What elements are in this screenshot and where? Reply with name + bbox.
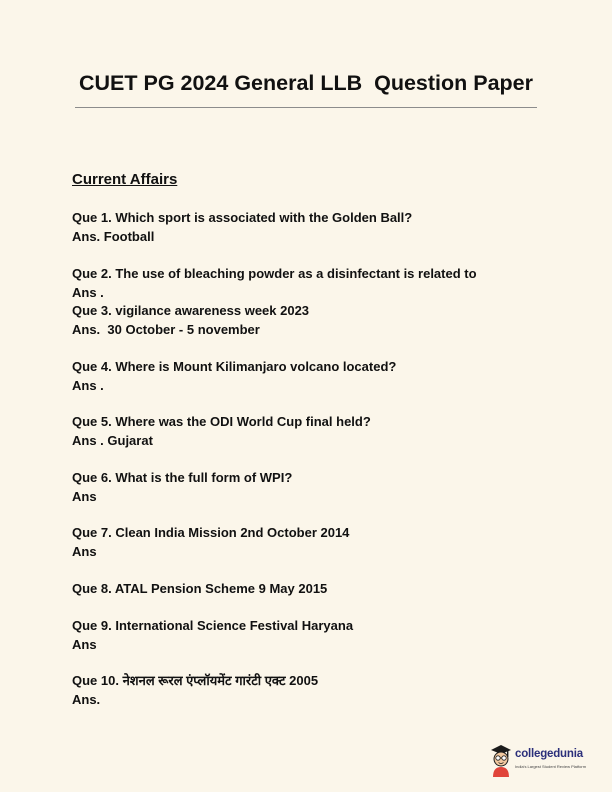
question-block: [72, 468, 592, 506]
title-divider: [75, 107, 537, 108]
answer-text: Ans . Gujarat: [72, 433, 153, 448]
answer-text: Ans .: [72, 285, 104, 300]
question-block: [72, 357, 592, 395]
question-block: [72, 412, 592, 450]
question-text: Que 7. Clean India Mission 2nd October 2014: [72, 525, 350, 540]
student-mascot-icon: [489, 744, 513, 783]
question-block: [72, 523, 592, 561]
page-title: CUET PG 2024 General LLB Question Paper: [78, 71, 534, 95]
question-block: [72, 579, 592, 598]
question-text: Que 3. vigilance awareness week 2023: [72, 303, 310, 318]
question-text: Que 10. नेशनल रूरल एंप्लॉयमेंट गारंटी एक्ट 2005: [72, 673, 319, 688]
question-block: [72, 616, 592, 654]
question-block: [72, 671, 592, 709]
logo-tagline: India's Largest Student Review Platform: [515, 764, 587, 769]
question-block: [72, 264, 592, 302]
question-text: Que 1. Which sport is associated with the Golden Ball?: [72, 210, 413, 225]
answer-text: Ans: [72, 637, 97, 652]
question-text: Que 2. The use of bleaching powder as a disinfectant is related to: [72, 266, 477, 281]
answer-text: Ans: [72, 489, 97, 504]
question-text: Que 5. Where was the ODI World Cup final held?: [72, 414, 371, 429]
question-text: Que 4. Where is Mount Kilimanjaro volcano located?: [72, 359, 397, 374]
collegedunia-logo[interactable]: [489, 744, 593, 780]
answer-text: Ans. Football: [72, 229, 155, 244]
section-heading: Current Affairs: [72, 171, 178, 188]
answer-text: Ans .: [72, 378, 104, 393]
question-block: [72, 208, 592, 246]
answer-text: Ans.: [72, 692, 101, 707]
question-text: Que 6. What is the full form of WPI?: [72, 470, 293, 485]
question-text: Que 9. International Science Festival Haryana: [72, 618, 354, 633]
answer-text: Ans. 30 October - 5 november: [72, 322, 260, 337]
logo-brand-text: collegedunia: [515, 748, 583, 760]
question-block: [72, 301, 592, 339]
answer-text: Ans: [72, 544, 97, 559]
question-text: Que 8. ATAL Pension Scheme 9 May 2015: [72, 581, 328, 596]
